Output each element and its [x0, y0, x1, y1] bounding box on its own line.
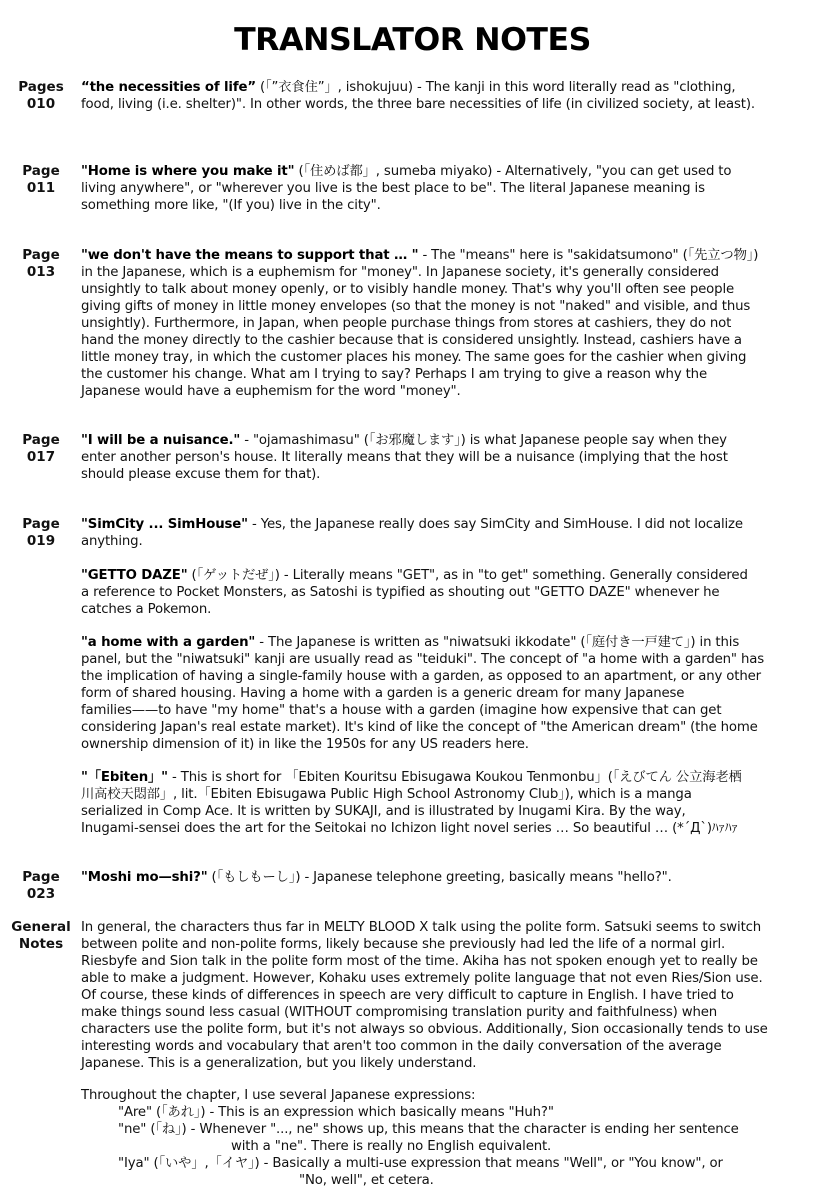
note-line [81, 516, 811, 533]
expressions-intro: Throughout the chapter, I use several Japanese expressions: [81, 1088, 476, 1103]
note-line: Of course, these kinds of differences in speech are very difficult to capture in English. I have tried to [81, 988, 734, 1003]
note-label-page: 011 [26, 180, 56, 196]
note-line [81, 869, 811, 886]
note-line: little money tray, in which the customer places his money. The same goes for the cashier when giving [81, 350, 747, 365]
note-body [81, 919, 811, 1072]
note-text: - Yes, the Japanese really does say SimCity and SimHouse. I did not localize [247, 517, 743, 532]
note-line: enter another person's house. It literally means that they will be a nuisance (implying that the host [81, 450, 728, 465]
note-label [8, 919, 74, 953]
note-line: make things sound less casual (WITHOUT compromising translation purity and faithfulness) when [81, 1005, 718, 1020]
note-label-line: Page [22, 869, 60, 885]
note-label-line: Page [22, 163, 60, 179]
note-body [81, 247, 811, 400]
note-label-page: 019 [26, 533, 56, 549]
note-line: living anywhere", or "wherever you live is the best place to be". The literal Japanese meaning is [81, 181, 705, 196]
note-line: hand the money directly to the cashier because that is considered unsightly. Instead, cashiers have a [81, 333, 742, 348]
note-line: form of shared housing. Having a home with a garden is a generic dream for many Japanese [81, 686, 685, 701]
note-term: "GETTO DAZE" [81, 568, 188, 583]
note-line: unsightly to talk about money openly, or to visibly handle money. That's why you'll often see people [81, 282, 735, 297]
note-body [81, 79, 811, 113]
note-text: (「”衣食住”」, ishokujuu) - The kanji in this word literally read as "clothing, [255, 80, 736, 95]
note-label [8, 869, 74, 903]
note-line [81, 432, 811, 449]
note-line [81, 163, 811, 180]
note-term: "I will be a nuisance." [81, 433, 241, 448]
note-line: anything. [81, 534, 143, 549]
note-line: catches a Pokemon. [81, 602, 212, 617]
note-label-page: 010 [26, 96, 56, 112]
note-line: ownership dimension of it) in like the 1950s for any US readers here. [81, 737, 529, 752]
note-line [81, 79, 811, 96]
note-label-line: General [11, 919, 71, 935]
note-line: between polite and non-polite forms, likely because she previously had led the life of a normal girl. [81, 937, 726, 952]
expression-ne: "ne" (「ね」) - Whenever "..., ne" shows up, this means that the character is ending her sentence [118, 1122, 739, 1137]
note-text: (「もしもーし」) - Japanese telephone greeting, basically means "hello?". [207, 870, 672, 885]
note-line [81, 634, 811, 651]
note-line: something more like, "(If you) live in the city". [81, 198, 381, 213]
note-body [81, 869, 811, 886]
note-body [81, 432, 811, 483]
note-text: - "ojamashimasu" (「お邪魔します」) is what Japanese people say when they [240, 433, 727, 448]
note-line: the customer his change. What am I trying to say? Perhaps I am trying to give a reason why the [81, 367, 707, 382]
note-term: "Home is where you make it" [81, 164, 295, 179]
note-line: Japanese. This is a generalization, but you likely understand. [81, 1056, 477, 1071]
note-line: serialized in Comp Ace. It is written by SUKAJI, and is illustrated by Inugami Kira. By the way, [81, 804, 686, 819]
note-label-line: Notes [18, 936, 64, 952]
note-text: - This is short for 「Ebiten Kouritsu Ebisugawa Koukou Tenmonbu」(「えびてん 公立海老栖 [167, 770, 742, 785]
expression-iya-continued: "No, well", et cetera. [299, 1173, 434, 1188]
note-line: interesting words and vocabulary that aren't too common in the daily conversation of the average [81, 1039, 722, 1054]
note-body [81, 769, 811, 837]
expressions-list [81, 1087, 811, 1189]
note-line: characters use the polite form, but it's not always so obvious. Additionally, Sion occasionally tends to use [81, 1022, 768, 1037]
note-line: Inugami-sensei does the art for the Seitokai no Ichizon light novel series … So beautiful … (*´Д`)ﾊｧﾊｧ [81, 821, 738, 836]
note-label [8, 432, 74, 466]
page-title: TRANSLATOR NOTES [234, 22, 591, 58]
expression-are: "Are" (「あれ」) - This is an expression which basically means "Huh?" [118, 1105, 554, 1120]
note-line: In general, the characters thus far in MELTY BLOOD X talk using the polite form. Satsuki seems to switch [81, 920, 762, 935]
note-text: - The "means" here is "sakidatsumono" (「先立つ物」) [418, 248, 759, 263]
note-line: unsightly). Furthermore, in Japan, when people purchase things from stores at cashiers, they do not [81, 316, 732, 331]
note-text: (「ゲットだぜ」) - Literally means "GET", as in "to get" something. Generally considered [187, 568, 748, 583]
note-label-line: Page [22, 432, 60, 448]
note-line: considering Japan's real estate market). It's kind of like the concept of "the American dream" (the home [81, 720, 758, 735]
note-label-page: 023 [26, 886, 56, 902]
note-body [81, 163, 811, 214]
note-line: Japanese would have a euphemism for the word "money". [81, 384, 461, 399]
note-label-page: 017 [26, 449, 56, 465]
note-label [8, 79, 74, 113]
note-line: food, living (i.e. shelter)". In other words, the three bare necessities of life (in civilized society, at least). [81, 97, 755, 112]
expression-ne-continued: with a "ne". There is really no English equivalent. [231, 1139, 552, 1154]
note-line [81, 247, 811, 264]
note-line: a reference to Pocket Monsters, as Satoshi is typified as shouting out "GETTO DAZE" whenever he [81, 585, 720, 600]
note-body [81, 634, 811, 753]
note-line: in the Japanese, which is a euphemism for "money". In Japanese society, it's generally considered [81, 265, 719, 280]
note-term: "Moshi mo—shi?" [81, 870, 208, 885]
note-line: Riesbyfe and Sion talk in the polite form most of the time. Akiha has not spoken enough yet to really be [81, 954, 758, 969]
note-line: should please excuse them for that). [81, 467, 321, 482]
note-line: families——to have "my home" that's a house with a garden (imagine how expensive that can get [81, 703, 722, 718]
note-term: "we don't have the means to support that … " [81, 248, 419, 263]
note-line [81, 769, 811, 786]
note-term: "SimCity ... SimHouse" [81, 517, 248, 532]
note-line: the implication of having a single-family house with a garden, as opposed to an apartment, or any other [81, 669, 761, 684]
note-body [81, 516, 811, 550]
note-text: - The Japanese is written as "niwatsuki ikkodate" (「庭付き一戸建て」) in this [255, 635, 740, 650]
note-label [8, 247, 74, 281]
note-line: able to make a judgment. However, Kohaku uses extremely polite language that not even Ries/Sion use. [81, 971, 763, 986]
note-line: panel, but the "niwatsuki" kanji are usually read as "teiduki". The concept of "a home with a garden" has [81, 652, 765, 667]
note-label-page: 013 [26, 264, 56, 280]
note-label-line: Page [22, 247, 60, 263]
note-body [81, 567, 811, 618]
note-label [8, 516, 74, 550]
note-line: giving gifts of money in little money envelopes (so that the money is not "naked" and visible, and thus [81, 299, 751, 314]
note-term: "「Ebiten」" [81, 770, 168, 785]
note-label-line: Pages [18, 79, 64, 95]
note-line [81, 567, 811, 584]
expression-iya: "Iya" (「いや」,「イヤ」) - Basically a multi-use expression that means "Well", or "You know", or [118, 1156, 723, 1171]
note-text: (「住めば都」, sumeba miyako) - Alternatively, "you can get used to [294, 164, 732, 179]
note-term: “the necessities of life” [81, 80, 256, 95]
note-label [8, 163, 74, 197]
note-label-line: Page [22, 516, 60, 532]
note-term: "a home with a garden" [81, 635, 256, 650]
note-line: 川高校天悶部」, lit.「Ebiten Ebisugawa Public High School Astronomy Club」), which is a manga [81, 787, 692, 802]
